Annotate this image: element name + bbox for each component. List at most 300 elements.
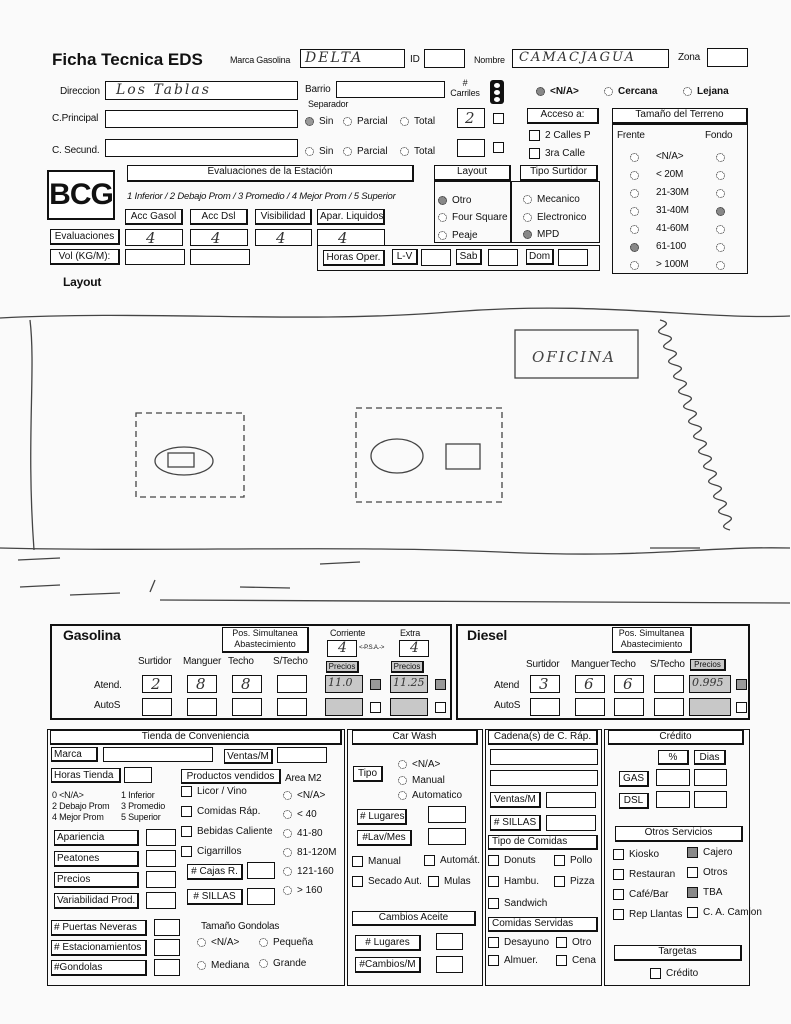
carwash-manual[interactable]: Manual — [398, 775, 445, 786]
tienda-area-label: Area M2 — [285, 773, 322, 784]
cambios-lugares-label: # Lugares — [355, 935, 421, 951]
gasolina-col-label: Surtidor — [138, 656, 172, 667]
cambios-cambios-field[interactable] — [436, 956, 463, 973]
otros-servicio-item[interactable]: Kiosko — [613, 849, 659, 860]
cadena-sandwich[interactable]: Sandwich — [488, 898, 547, 909]
horas-dom-field[interactable] — [558, 249, 588, 266]
tienda-marca-label: Marca — [51, 747, 98, 762]
terreno-option-label: 61-100 — [656, 241, 686, 252]
diesel-atend-field[interactable] — [654, 675, 684, 693]
terreno-fondo-radio[interactable] — [716, 261, 725, 270]
principal-parcial[interactable]: Parcial — [343, 116, 388, 127]
carwash-na[interactable]: <N/A> — [398, 759, 440, 770]
layout-sketch — [0, 290, 791, 625]
evaluaciones-score-value: 4 — [211, 229, 223, 247]
direccion-value: Los Tablas — [116, 82, 211, 98]
tienda-marca-field[interactable] — [103, 747, 213, 762]
gasolina-precios-extra-label: Precios — [391, 661, 424, 673]
sketch-wavy-edge — [659, 320, 732, 530]
radio-icon — [283, 848, 292, 857]
acceso-2calles[interactable]: 2 Calles P — [529, 130, 591, 141]
horas-label: Horas Oper. — [323, 250, 385, 266]
sketch-road-line — [0, 548, 790, 554]
credito-gas-pct[interactable] — [656, 769, 690, 786]
tienda-producto-item[interactable]: Cigarrillos — [181, 846, 241, 857]
evaluaciones-score-field[interactable] — [125, 229, 183, 246]
brand-value: DELTA — [305, 50, 364, 66]
checkbox-checked-icon — [687, 887, 698, 898]
diesel-autos-field[interactable] — [614, 698, 644, 716]
cadena-servidas-title: Comidas Servidas — [488, 917, 598, 932]
tienda-title: Tienda de Conveniencia — [50, 730, 342, 745]
gasolina-extra-label: Extra — [400, 628, 421, 638]
terreno-frente-radio[interactable] — [630, 243, 639, 252]
terreno-option-label: 21-30M — [656, 187, 689, 198]
cambios-cambios-label: #Cambios/M — [355, 957, 421, 973]
carriles-field[interactable] — [457, 108, 485, 128]
otros-servicio-item[interactable]: Restauran — [613, 869, 675, 880]
tienda-ventas-label: Ventas/M — [224, 749, 273, 764]
checkbox-icon — [556, 937, 567, 948]
zone-label: Zona — [678, 52, 700, 63]
terreno-option-label: 41-60M — [656, 223, 689, 234]
checkbox-icon — [488, 876, 499, 887]
gasolina-atend-field[interactable] — [142, 675, 172, 693]
checkbox-icon — [687, 867, 698, 878]
radio-icon — [343, 117, 352, 126]
sketch-road-line — [160, 600, 790, 603]
radio-icon — [283, 829, 292, 838]
secundaria-field[interactable] — [105, 139, 298, 157]
gasolina-corriente-label: Corriente — [330, 628, 366, 638]
gasolina-col-label: Manguer — [183, 656, 222, 667]
gondolas-pequena[interactable]: Pequeña — [259, 937, 313, 948]
cadena-sillas-label: # SILLAS — [490, 815, 541, 831]
otros-servicio-item[interactable]: TBA — [687, 887, 722, 898]
tienda-eval-label: Variabilidad Prod. — [54, 893, 139, 909]
terreno-frente-radio[interactable] — [630, 261, 639, 270]
cambios-title: Cambios Aceite — [352, 911, 476, 926]
terreno-frente-radio[interactable] — [630, 189, 639, 198]
gasolina-autos-label: AutoS — [94, 700, 121, 711]
direccion-field[interactable] — [105, 81, 298, 100]
tienda-area-item[interactable]: <N/A> — [283, 790, 325, 801]
gasolina-atend-value: 8 — [241, 675, 253, 693]
otros-servicio-item[interactable]: Rep Llantas — [613, 909, 682, 920]
tienda-area-item[interactable]: < 40 — [283, 809, 317, 820]
diesel-autos-field[interactable] — [575, 698, 605, 716]
radio-icon — [197, 961, 206, 970]
evaluaciones-row-label: Evaluaciones — [50, 229, 120, 245]
gasolina-autos-field[interactable] — [277, 698, 307, 716]
barrio-field[interactable] — [336, 81, 445, 98]
evaluaciones-score-field[interactable] — [255, 229, 312, 246]
radio-checked-icon — [305, 117, 314, 126]
gasolina-atend-value: 8 — [196, 675, 208, 693]
credito-gas-label: GAS — [619, 771, 649, 787]
terreno-option-label: > 100M — [656, 259, 689, 270]
psa-extra-field[interactable]: 4 — [399, 640, 429, 657]
psa-corriente-field[interactable]: 4 — [327, 640, 357, 657]
diesel-col-label: S/Techo — [650, 659, 685, 670]
checkbox-icon — [613, 869, 624, 880]
sketch-pump-2 — [371, 439, 423, 473]
terreno-frente-radio[interactable] — [630, 225, 639, 234]
terreno-option-label: 31-40M — [656, 205, 689, 216]
zone-field[interactable] — [707, 48, 748, 67]
evaluaciones-title: Evaluaciones de la Estación — [127, 165, 414, 182]
terreno-option-label: <N/A> — [656, 151, 684, 162]
radio-icon — [283, 791, 292, 800]
secundaria-sin[interactable]: Sin — [305, 146, 333, 157]
gasolina-title: Gasolina — [63, 627, 121, 643]
tienda-area-item[interactable]: 41-80 — [283, 828, 323, 839]
terreno-fondo-radio[interactable] — [716, 225, 725, 234]
cadena-tipo-title: Tipo de Comidas — [488, 835, 598, 850]
radio-icon — [438, 231, 447, 240]
evaluaciones-col-label: Apar. Liquidos — [317, 209, 385, 225]
evaluaciones-col-label: Acc Dsl — [190, 209, 248, 225]
evaluaciones-score-value: 4 — [338, 229, 350, 247]
secundaria-label: C. Secund. — [52, 145, 100, 156]
gasolina-atend-field[interactable] — [232, 675, 262, 693]
radio-icon — [523, 195, 532, 204]
otros-servicio-item[interactable]: Café/Bar — [613, 889, 668, 900]
sketch-oficina-label: OFICINA — [532, 348, 616, 366]
checkbox-icon — [181, 806, 192, 817]
radio-icon — [305, 147, 314, 156]
sketch-arrow — [20, 585, 60, 587]
gasolina-precio-extra-autos[interactable] — [390, 698, 428, 716]
cadena-donuts[interactable]: Donuts — [488, 855, 536, 866]
cambios-lugares-field[interactable] — [436, 933, 463, 950]
gasolina-autos-field[interactable] — [142, 698, 172, 716]
gasolina-atend-field[interactable] — [277, 675, 307, 693]
checkbox-icon — [181, 826, 192, 837]
diesel-precio[interactable]: 0.995 — [689, 675, 731, 693]
checkbox-icon — [488, 855, 499, 866]
checkbox-icon — [554, 855, 565, 866]
acceso-title: Acceso a: — [527, 108, 599, 124]
gasolina-col-label: Techo — [228, 656, 254, 667]
tienda-horas-field[interactable] — [124, 767, 152, 783]
gondolas-na[interactable]: <N/A> — [197, 937, 239, 948]
terreno-fondo-radio[interactable] — [716, 153, 725, 162]
cadena-cena[interactable]: Cena — [556, 955, 596, 966]
diesel-autos-field[interactable] — [654, 698, 684, 716]
principal-total[interactable]: Total — [400, 116, 435, 127]
radio-icon — [523, 213, 532, 222]
diesel-atend-label: Atend — [494, 680, 520, 691]
layout-sketch-title: Layout — [63, 275, 102, 289]
traffic-light-icon — [490, 80, 504, 104]
checkbox-icon — [352, 856, 363, 867]
gasolina-atend-label: Atend. — [94, 680, 122, 691]
checkbox-icon — [650, 968, 661, 979]
proximity-lejana[interactable]: Lejana — [683, 86, 729, 97]
targetas-title: Targetas — [614, 945, 742, 961]
tienda-count-label: #Gondolas — [51, 960, 147, 976]
targetas-credito[interactable]: Crédito — [650, 968, 698, 979]
carriles-check[interactable] — [493, 113, 504, 124]
tienda-eval-field[interactable] — [146, 892, 176, 909]
diesel-atend-field[interactable] — [575, 675, 605, 693]
checkbox-icon — [529, 130, 540, 141]
surtidor-electronico[interactable]: Electronico — [523, 212, 586, 223]
terreno-option-label: < 20M — [656, 169, 684, 180]
checkbox-icon — [556, 955, 567, 966]
checkbox-icon — [613, 849, 624, 860]
carwash-check-manual[interactable]: Manual — [352, 856, 401, 867]
gasolina-atend-value: 2 — [151, 675, 163, 693]
tienda-count-field[interactable] — [154, 959, 180, 976]
tienda-area-item[interactable]: > 160 — [283, 885, 322, 896]
diesel-autos-field[interactable] — [530, 698, 560, 716]
tienda-horas-label: Horas Tienda — [51, 768, 121, 783]
gondolas-mediana[interactable]: Mediana — [197, 960, 249, 971]
radio-icon — [400, 117, 409, 126]
checkbox-icon — [488, 955, 499, 966]
terreno-fondo-radio[interactable] — [716, 207, 725, 216]
sketch-island-1 — [136, 413, 244, 497]
tienda-count-label: # Estacionamientos — [51, 940, 147, 956]
checkbox-icon — [613, 909, 624, 920]
evaluaciones-score-value: 4 — [276, 229, 288, 247]
diesel-col-label: Surtidor — [526, 659, 560, 670]
diesel-col-label: Techo — [610, 659, 636, 670]
terreno-frente-radio[interactable] — [630, 207, 639, 216]
diesel-atend-field[interactable] — [614, 675, 644, 693]
checkbox-icon — [613, 889, 624, 900]
gasolina-autos-field[interactable] — [187, 698, 217, 716]
gasolina-autos-check-1[interactable] — [370, 702, 381, 713]
separador-label: Separador — [308, 99, 349, 109]
diesel-col-label: Manguer — [571, 659, 610, 670]
secundaria-parcial[interactable]: Parcial — [343, 146, 388, 157]
diesel-title: Diesel — [467, 627, 508, 643]
otros-servicio-item[interactable]: C. A. Camion — [687, 907, 762, 918]
terreno-frente-radio[interactable] — [630, 153, 639, 162]
proximity-cercana[interactable]: Cercana — [604, 86, 657, 97]
radio-icon — [283, 810, 292, 819]
sketch-road-line — [0, 308, 790, 318]
radio-crossed-icon — [438, 196, 447, 205]
radio-icon — [604, 87, 613, 96]
tienda-eval-label: Peatones — [54, 851, 139, 867]
tienda-area-item[interactable]: 121-160 — [283, 866, 334, 877]
credito-title: Crédito — [608, 730, 744, 745]
tienda-cajas-field[interactable] — [247, 862, 275, 879]
evaluaciones-score-field[interactable] — [190, 229, 248, 246]
principal-label: C.Principal — [52, 113, 99, 124]
tienda-eval-field[interactable] — [146, 871, 176, 888]
gondolas-grande[interactable]: Grande — [259, 958, 306, 969]
surtidor-mecanico[interactable]: Mecanico — [523, 194, 580, 205]
diesel-atend-field[interactable] — [530, 675, 560, 693]
gasolina-autos-field[interactable] — [232, 698, 262, 716]
terreno-fondo-radio[interactable] — [716, 171, 725, 180]
tienda-scale-left: 0 <N/A> — [52, 790, 84, 800]
bcg-logo-text: BCG — [49, 178, 113, 211]
layout-four-square[interactable]: Four Square — [438, 212, 508, 223]
radio-icon — [398, 760, 407, 769]
terreno-frente-radio[interactable] — [630, 171, 639, 180]
carwash-automatico[interactable]: Automatico — [398, 790, 462, 801]
radio-icon — [398, 776, 407, 785]
acceso-3ra-calle[interactable]: 3ra Calle — [529, 148, 585, 159]
sketch-pump-3 — [446, 444, 480, 469]
gasolina-precio-corr-autos[interactable] — [325, 698, 363, 716]
tienda-area-item[interactable]: 81-120M — [283, 847, 336, 858]
otros-title: Otros Servicios — [615, 826, 743, 842]
form-title: Ficha Tecnica EDS — [52, 50, 203, 69]
radio-icon — [259, 938, 268, 947]
tienda-eval-field[interactable] — [146, 829, 176, 846]
tienda-scale-right: 5 Superior — [121, 812, 161, 822]
cadena-almuer[interactable]: Almuer. — [488, 955, 538, 966]
carwash-lugares-field[interactable] — [428, 806, 466, 823]
cadena-hambu[interactable]: Hambu. — [488, 876, 539, 887]
cadena-desayuno[interactable]: Desayuno — [488, 937, 549, 948]
name-label: Nombre — [474, 55, 505, 65]
sketch-arrow — [240, 587, 290, 588]
gasolina-atend-field[interactable] — [187, 675, 217, 693]
cadena-ventas-label: Ventas/M — [490, 792, 541, 808]
tienda-producto-item[interactable]: Comidas Ráp. — [181, 806, 260, 817]
tienda-eval-label: Apariencia — [54, 830, 139, 846]
brand-label: Marca Gasolina — [230, 55, 291, 65]
cadena-field-1[interactable] — [490, 749, 598, 765]
terreno-fondo-radio[interactable] — [716, 189, 725, 198]
radio-icon — [683, 87, 692, 96]
credito-dsl-pct[interactable] — [656, 791, 690, 808]
sketch-pump-1b — [168, 453, 194, 467]
tienda-eval-field[interactable] — [146, 850, 176, 867]
terreno-fondo: Fondo — [705, 130, 733, 141]
diesel-atend-value: 6 — [623, 675, 635, 693]
name-field[interactable] — [512, 49, 669, 68]
checkbox-icon — [488, 937, 499, 948]
gasolina-precio-corr-check[interactable] — [370, 679, 381, 690]
cadena-title: Cadena(s) de C. Ráp. — [488, 730, 598, 745]
vol-field-2[interactable] — [190, 249, 250, 265]
tienda-eval-label: Precios — [54, 872, 139, 888]
carwash-check-automat[interactable]: Automát. — [424, 855, 480, 866]
tienda-producto-item[interactable]: Licor / Vino — [181, 786, 247, 797]
carriles2-field[interactable] — [457, 139, 485, 157]
tienda-producto-item[interactable]: Bebidas Caliente — [181, 826, 273, 837]
carwash-check-secado[interactable]: Secado Aut. — [352, 876, 422, 887]
carwash-lav-label: #Lav/Mes — [357, 830, 412, 846]
vol-field-1[interactable] — [125, 249, 185, 265]
brand-field[interactable] — [300, 49, 405, 68]
credito-pct-label: % — [658, 750, 689, 765]
diesel-precio-check[interactable] — [736, 679, 747, 690]
checkbox-checked-icon — [687, 847, 698, 858]
cadena-pizza[interactable]: Pizza — [554, 876, 594, 887]
tienda-scale-left: 2 Debajo Prom — [52, 801, 110, 811]
id-label: ID — [410, 54, 420, 65]
layout-otro[interactable]: Otro — [438, 195, 471, 206]
secundaria-total[interactable]: Total — [400, 146, 435, 157]
cadena-field-2[interactable] — [490, 770, 598, 786]
proximity-na[interactable]: <N/A> — [536, 86, 579, 97]
radio-crossed-icon — [523, 230, 532, 239]
diesel-precio-autos[interactable] — [689, 698, 731, 716]
cadena-sillas-field[interactable] — [546, 815, 596, 831]
gasolina-col-label: S/Techo — [273, 656, 308, 667]
credito-gas-dias[interactable] — [694, 769, 727, 786]
cadena-pollo[interactable]: Pollo — [554, 855, 592, 866]
carwash-title: Car Wash — [352, 730, 478, 745]
gasolina-precio-corr[interactable]: 11.0 — [325, 675, 363, 693]
layout-peaje[interactable]: Peaje — [438, 230, 478, 241]
gasolina-precio-extra[interactable]: 11.25 — [390, 675, 428, 693]
checkbox-icon — [488, 898, 499, 909]
carwash-check-mulas[interactable]: Mulas — [428, 876, 471, 887]
principal-sin[interactable]: Sin — [305, 116, 333, 127]
evaluaciones-score-field[interactable] — [317, 229, 385, 246]
sketch-pump-1 — [155, 447, 213, 475]
surtidor-title: Tipo Surtidor — [520, 165, 598, 181]
bcg-logo — [47, 170, 115, 220]
principal-field[interactable] — [105, 110, 298, 128]
gasolina-pos: Pos. Simultanea Abastecimiento — [222, 627, 309, 653]
checkbox-icon — [181, 786, 192, 797]
barrio-label: Barrio — [305, 84, 331, 95]
checkbox-icon — [181, 846, 192, 857]
tienda-productos-label: Productos vendidos — [181, 769, 281, 784]
carriles-value: 2 — [465, 109, 477, 127]
evaluaciones-col-label: Acc Gasol — [125, 209, 183, 225]
carriles2-check[interactable] — [493, 142, 504, 153]
tienda-sillas-field[interactable] — [247, 888, 275, 905]
cadena-otro[interactable]: Otro — [556, 937, 591, 948]
tienda-sillas-label: # SILLAS — [187, 889, 243, 905]
terreno-fondo-radio[interactable] — [716, 243, 725, 252]
horas-sab-field[interactable] — [488, 249, 518, 266]
diesel-pos: Pos. Simultanea Abastecimiento — [612, 627, 692, 653]
radio-icon — [398, 791, 407, 800]
surtidor-mpd[interactable]: MPD — [523, 229, 559, 240]
cadena-ventas-field[interactable] — [546, 792, 596, 808]
gasolina-precio-extra-check[interactable] — [435, 679, 446, 690]
psa-label: <-P.S.A.-> — [359, 645, 385, 651]
evaluaciones-col-label: Visibilidad — [255, 209, 312, 225]
vol-row-label: Vol (KG/M): — [50, 249, 120, 265]
otros-servicio-item[interactable]: Otros — [687, 867, 727, 878]
otros-servicio-item[interactable]: Cajero — [687, 847, 732, 858]
checkbox-icon — [687, 907, 698, 918]
carwash-lav-field[interactable] — [428, 828, 466, 845]
terreno-title: Tamaño del Terreno — [612, 108, 748, 124]
radio-icon — [438, 213, 447, 222]
evaluaciones-scale: 1 Inferior / 2 Debajo Prom / 3 Promedio / 4 Mejor Prom / 5 Superior — [127, 191, 396, 202]
tienda-count-field[interactable] — [154, 919, 180, 936]
horas-lv-field[interactable] — [421, 249, 451, 266]
tienda-ventas-field[interactable] — [277, 747, 327, 763]
credito-dsl-dias[interactable] — [694, 791, 727, 808]
tienda-count-field[interactable] — [154, 939, 180, 956]
radio-icon — [400, 147, 409, 156]
gasolina-autos-check-2[interactable] — [435, 702, 446, 713]
id-field[interactable] — [424, 49, 465, 68]
diesel-autos-check[interactable] — [736, 702, 747, 713]
carwash-tipo-label: Tipo — [353, 766, 383, 782]
sketch-arrow — [70, 593, 120, 595]
checkbox-icon — [529, 148, 540, 159]
credito-dias-label: Dias — [694, 750, 726, 765]
